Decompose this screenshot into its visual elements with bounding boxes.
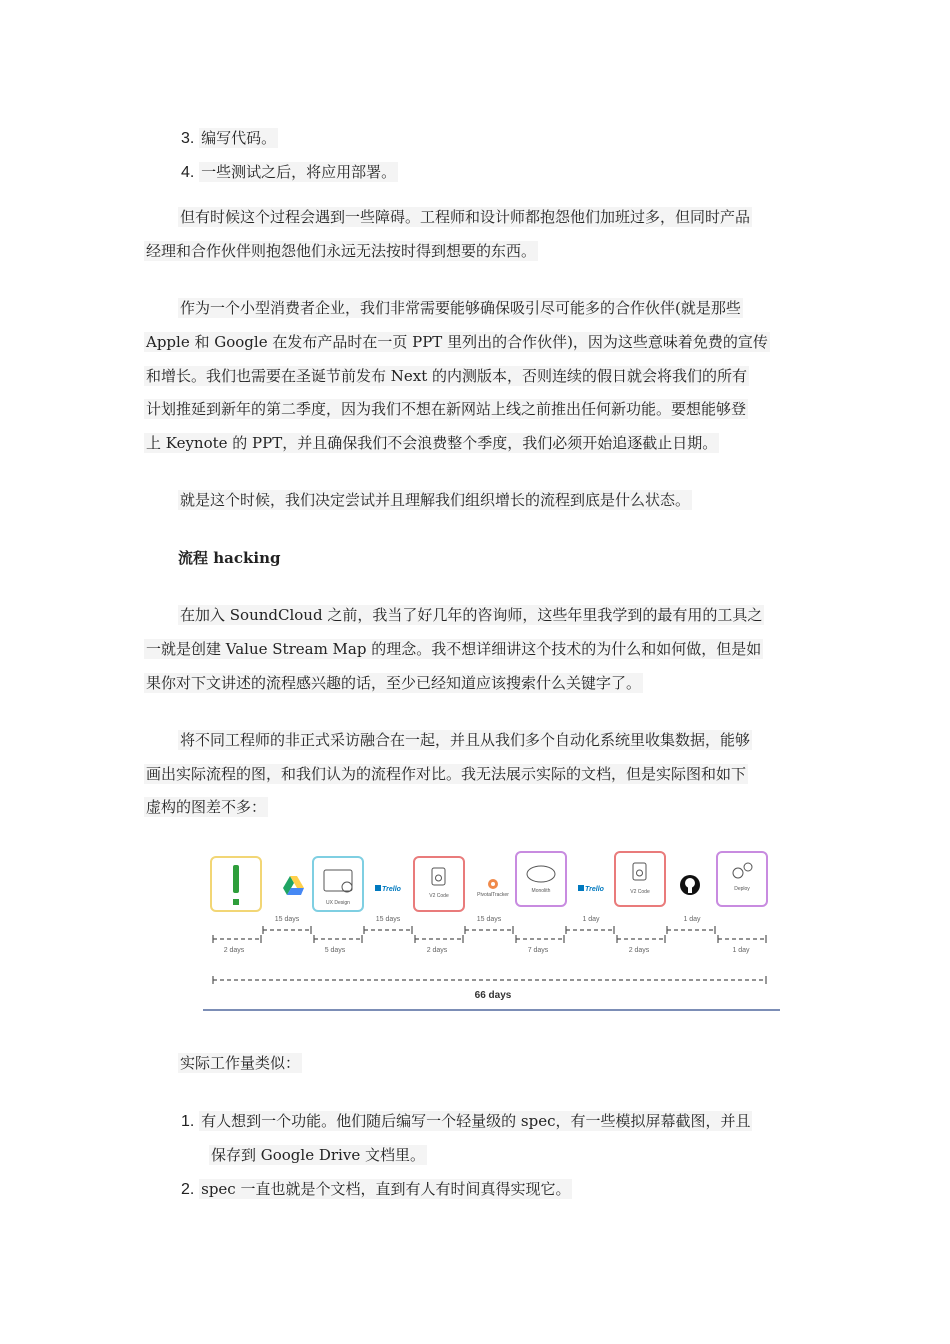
- deploy-label: Deploy: [734, 886, 750, 892]
- list-item: 2. spec 一直也就是个文档，直到有人有时间真得实现它。: [181, 1180, 571, 1198]
- wait-label: 15 days: [476, 916, 502, 923]
- idea-card: [211, 857, 261, 911]
- paragraph-line: 经理和合作伙伴则抱怨他们永远无法按时得到想要的东西。: [146, 242, 537, 260]
- monolith-label: Monolith: [531, 888, 551, 894]
- v2-code-label: V2 Code: [630, 889, 650, 895]
- paragraph-line: 将不同工程师的非正式采访融合在一起，并且从我们多个自动化系统里收集数据，能够: [180, 731, 751, 749]
- paragraph-line: 作为一个小型消费者企业，我们非常需要能够确保吸引尽可能多的合作伙伴(就是那些: [180, 299, 741, 317]
- monolith-card: [516, 852, 566, 906]
- work-label: 2 days: [223, 947, 245, 954]
- total-duration-label: 66 days: [474, 990, 512, 1001]
- work-label: 2 days: [426, 947, 448, 954]
- paragraph-line: 虚构的图差不多：: [146, 798, 267, 816]
- paragraph-line: 实际工作量类似：: [180, 1054, 301, 1072]
- ux-design-card: [313, 857, 363, 911]
- v2-code-label: V2 Code: [429, 893, 449, 899]
- work-label: 5 days: [324, 947, 346, 954]
- trello-label: Trello: [585, 886, 604, 893]
- list-item: 3. 编写代码。: [181, 129, 277, 147]
- v2-code-card: [615, 852, 665, 906]
- timeline-segments: [213, 930, 766, 980]
- wait-label: 15 days: [274, 916, 300, 923]
- wait-label: 1 day: [582, 916, 600, 923]
- list-item-text: spec 一直也就是个文档，直到有人有时间真得实现它。: [201, 1180, 571, 1198]
- deploy-card: [717, 852, 767, 906]
- trello-icon: [375, 885, 402, 893]
- paragraph-line: 一就是创建 Value Stream Map 的理念。我不想详细讲这个技术的为什么和如何做，但是如: [146, 640, 762, 658]
- exclamation-icon: [233, 865, 239, 893]
- v2-code-card: [414, 857, 464, 911]
- timeline-ticks: [213, 926, 766, 984]
- paragraph-line: 画出实际流程的图，和我们认为的流程作对比。我无法展示实际的文档，但是实际图和如下: [146, 765, 747, 783]
- trello-label: Trello: [382, 886, 401, 893]
- section-heading: 流程 hacking: [178, 549, 281, 567]
- work-label: 1 day: [732, 947, 750, 954]
- pivotal-label: PivotalTracker: [477, 892, 509, 898]
- ux-design-label: UX Design: [326, 900, 350, 906]
- google-drive-icon: [283, 876, 304, 895]
- work-label: 7 days: [527, 947, 549, 954]
- wait-label: 1 day: [683, 916, 701, 923]
- list-item-text: 编写代码。: [201, 129, 277, 147]
- value-stream-map-diagram: [203, 843, 780, 1013]
- work-label: 2 days: [628, 947, 650, 954]
- paragraph-line: 和增长。我们也需要在圣诞节前发布 Next 的内测版本，否则连续的假日就会将我们的所有: [146, 367, 748, 385]
- wait-label: 15 days: [375, 916, 401, 923]
- list-item-text: 一些测试之后，将应用部署。: [201, 163, 397, 181]
- paragraph-line: 上 Keynote 的 PPT，并且确保我们不会浪费整个季度，我们必须开始追逐截止日期。: [146, 434, 718, 452]
- list-item: 1. 有人想到一个功能。他们随后编写一个轻量级的 spec，有一些模拟屏幕截图，并且: [181, 1112, 751, 1130]
- pivotal-tracker-icon: [477, 879, 509, 898]
- paragraph-line: Apple 和 Google 在发布产品时在一页 PPT 里列出的合作伙伴)，因为这些意味着免费的宣传: [146, 333, 768, 351]
- list-item: 4. 一些测试之后，将应用部署。: [181, 163, 397, 181]
- paragraph-line: 但有时候这个过程会遇到一些障碍。工程师和设计师都抱怨他们加班过多，但同时产品: [180, 208, 751, 226]
- github-icon: [680, 875, 700, 895]
- paragraph-line: 在加入 SoundCloud 之前，我当了好几年的咨询师，这些年里我学到的最有用的工具之: [180, 606, 763, 624]
- list-item-text: 有人想到一个功能。他们随后编写一个轻量级的 spec，有一些模拟屏幕截图，并且: [201, 1112, 751, 1130]
- trello-icon: [578, 885, 605, 893]
- paragraph-line: 就是这个时候，我们决定尝试并且理解我们组织增长的流程到底是什么状态。: [180, 491, 691, 509]
- paragraph-line: 果你对下文讲述的流程感兴趣的话，至少已经知道应该搜索什么关键字了。: [146, 674, 642, 692]
- paragraph-line: 计划推延到新年的第二季度，因为我们不想在新网站上线之前推出任何新功能。要想能够登: [146, 400, 747, 418]
- list-item-continuation: 保存到 Google Drive 文档里。: [211, 1146, 425, 1164]
